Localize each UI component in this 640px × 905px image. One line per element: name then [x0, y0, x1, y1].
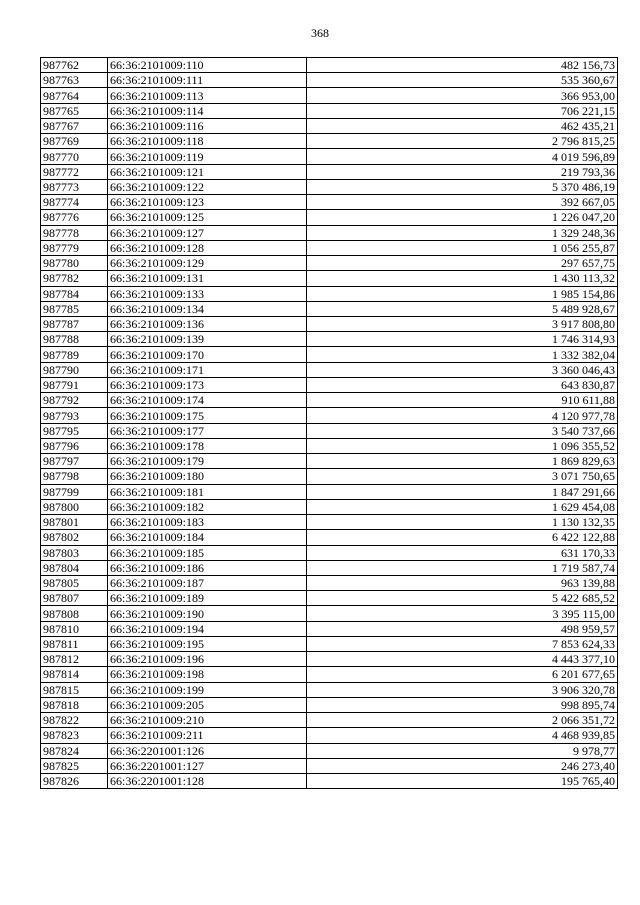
cadastral-number-cell: 66:36:2101009:178 [108, 438, 307, 453]
cadastral-number-cell: 66:36:2101009:114 [108, 103, 307, 118]
cadastral-value-cell: 1 869 829,63 [307, 454, 618, 469]
cadastral-value-cell: 1 332 382,04 [307, 347, 618, 362]
cadastral-number-cell: 66:36:2101009:128 [108, 240, 307, 255]
record-number-cell: 987796 [41, 438, 108, 453]
cadastral-number-cell: 66:36:2101009:181 [108, 484, 307, 499]
table-row [41, 591, 618, 606]
record-number-cell: 987800 [41, 499, 108, 514]
table-body [41, 58, 618, 789]
cadastral-number-cell: 66:36:2101009:113 [108, 88, 307, 103]
cadastral-number-cell: 66:36:2101009:183 [108, 515, 307, 530]
cadastral-value-cell: 7 853 624,33 [307, 636, 618, 651]
cadastral-number-cell: 66:36:2101009:175 [108, 408, 307, 423]
record-number-cell: 987762 [41, 58, 108, 73]
table-row [41, 377, 618, 392]
table-row [41, 530, 618, 545]
record-number-cell: 987788 [41, 332, 108, 347]
record-number-cell: 987823 [41, 728, 108, 743]
cadastral-number-cell: 66:36:2201001:126 [108, 743, 307, 758]
record-number-cell: 987780 [41, 256, 108, 271]
cadastral-value-cell: 643 830,87 [307, 377, 618, 392]
cadastral-value-cell: 4 468 939,85 [307, 728, 618, 743]
table-row [41, 73, 618, 88]
record-number-cell: 987789 [41, 347, 108, 362]
table-row [41, 134, 618, 149]
cadastral-value-cell: 3 071 750,65 [307, 469, 618, 484]
cadastral-number-cell: 66:36:2101009:185 [108, 545, 307, 560]
record-number-cell: 987822 [41, 713, 108, 728]
cadastral-value-cell: 219 793,36 [307, 164, 618, 179]
table-row [41, 499, 618, 514]
cadastral-number-cell: 66:36:2101009:127 [108, 225, 307, 240]
cadastral-number-cell: 66:36:2101009:198 [108, 667, 307, 682]
table-row [41, 164, 618, 179]
cadastral-value-cell: 246 273,40 [307, 758, 618, 773]
cadastral-value-cell: 3 395 115,00 [307, 606, 618, 621]
table-row [41, 636, 618, 651]
cadastral-number-cell: 66:36:2101009:190 [108, 606, 307, 621]
table-row [41, 545, 618, 560]
cadastral-number-cell: 66:36:2101009:134 [108, 301, 307, 316]
record-number-cell: 987810 [41, 621, 108, 636]
cadastral-value-cell: 4 019 596,89 [307, 149, 618, 164]
table-row [41, 149, 618, 164]
cadastral-value-cell: 5 489 928,67 [307, 301, 618, 316]
table-row [41, 256, 618, 271]
record-number-cell: 987776 [41, 210, 108, 225]
record-number-cell: 987770 [41, 149, 108, 164]
cadastral-number-cell: 66:36:2101009:179 [108, 454, 307, 469]
record-number-cell: 987815 [41, 682, 108, 697]
record-number-cell: 987772 [41, 164, 108, 179]
page-number: 368 [311, 26, 329, 40]
cadastral-value-cell: 6 422 122,88 [307, 530, 618, 545]
record-number-cell: 987764 [41, 88, 108, 103]
cadastral-number-cell: 66:36:2201001:127 [108, 758, 307, 773]
cadastral-number-cell: 66:36:2101009:180 [108, 469, 307, 484]
cadastral-value-cell: 4 120 977,78 [307, 408, 618, 423]
record-number-cell: 987802 [41, 530, 108, 545]
record-number-cell: 987825 [41, 758, 108, 773]
cadastral-number-cell: 66:36:2101009:186 [108, 560, 307, 575]
cadastral-number-cell: 66:36:2101009:195 [108, 636, 307, 651]
cadastral-value-cell: 1 226 047,20 [307, 210, 618, 225]
record-number-cell: 987765 [41, 103, 108, 118]
cadastral-value-cell: 366 953,00 [307, 88, 618, 103]
cadastral-value-cell: 9 978,77 [307, 743, 618, 758]
record-number-cell: 987812 [41, 652, 108, 667]
record-number-cell: 987784 [41, 286, 108, 301]
table-row [41, 103, 618, 118]
cadastral-number-cell: 66:36:2101009:184 [108, 530, 307, 545]
cadastral-value-cell: 5 370 486,19 [307, 179, 618, 194]
cadastral-number-cell: 66:36:2101009:123 [108, 195, 307, 210]
cadastral-value-cell: 963 139,88 [307, 575, 618, 590]
table-row [41, 408, 618, 423]
cadastral-number-cell: 66:36:2101009:205 [108, 697, 307, 712]
record-number-cell: 987808 [41, 606, 108, 621]
cadastral-value-cell: 1 746 314,93 [307, 332, 618, 347]
cadastral-value-cell: 462 435,21 [307, 118, 618, 133]
table-row [41, 560, 618, 575]
table-row [41, 362, 618, 377]
cadastral-number-cell: 66:36:2101009:111 [108, 73, 307, 88]
table-row [41, 210, 618, 225]
cadastral-number-cell: 66:36:2101009:121 [108, 164, 307, 179]
cadastral-value-cell: 1 096 355,52 [307, 438, 618, 453]
record-number-cell: 987793 [41, 408, 108, 423]
cadastral-value-cell: 1 430 113,32 [307, 271, 618, 286]
record-number-cell: 987803 [41, 545, 108, 560]
table-row [41, 316, 618, 331]
record-number-cell: 987824 [41, 743, 108, 758]
cadastral-value-cell: 195 765,40 [307, 774, 618, 789]
cadastral-number-cell: 66:36:2101009:177 [108, 423, 307, 438]
cadastral-number-cell: 66:36:2101009:187 [108, 575, 307, 590]
table-row [41, 301, 618, 316]
table-row [41, 682, 618, 697]
cadastral-number-cell: 66:36:2101009:171 [108, 362, 307, 377]
table-row [41, 286, 618, 301]
cadastral-value-cell: 706 221,15 [307, 103, 618, 118]
cadastral-value-cell: 392 667,05 [307, 195, 618, 210]
record-number-cell: 987814 [41, 667, 108, 682]
cadastral-value-cell: 498 959,57 [307, 621, 618, 636]
record-number-cell: 987807 [41, 591, 108, 606]
table-row [41, 454, 618, 469]
table-row [41, 179, 618, 194]
table-row [41, 393, 618, 408]
table-row [41, 575, 618, 590]
cadastral-value-cell: 482 156,73 [307, 58, 618, 73]
cadastral-value-cell: 4 443 377,10 [307, 652, 618, 667]
table-row [41, 743, 618, 758]
table-row [41, 271, 618, 286]
cadastral-value-cell: 3 917 808,80 [307, 316, 618, 331]
table-row [41, 713, 618, 728]
cadastral-number-cell: 66:36:2101009:129 [108, 256, 307, 271]
table-row [41, 606, 618, 621]
cadastral-value-cell: 3 906 320,78 [307, 682, 618, 697]
cadastral-value-cell: 3 540 737,66 [307, 423, 618, 438]
cadastral-value-cell: 1 719 587,74 [307, 560, 618, 575]
cadastral-number-cell: 66:36:2101009:170 [108, 347, 307, 362]
record-number-cell: 987778 [41, 225, 108, 240]
cadastral-value-table [40, 57, 618, 789]
record-number-cell: 987791 [41, 377, 108, 392]
record-number-cell: 987774 [41, 195, 108, 210]
record-number-cell: 987763 [41, 73, 108, 88]
record-number-cell: 987782 [41, 271, 108, 286]
cadastral-number-cell: 66:36:2101009:173 [108, 377, 307, 392]
record-number-cell: 987787 [41, 316, 108, 331]
cadastral-number-cell: 66:36:2101009:199 [108, 682, 307, 697]
table-row [41, 515, 618, 530]
cadastral-value-cell: 1 130 132,35 [307, 515, 618, 530]
table-row [41, 697, 618, 712]
cadastral-value-cell: 1 847 291,66 [307, 484, 618, 499]
record-number-cell: 987779 [41, 240, 108, 255]
table-row [41, 758, 618, 773]
record-number-cell: 987798 [41, 469, 108, 484]
cadastral-value-cell: 297 657,75 [307, 256, 618, 271]
cadastral-value-cell: 1 629 454,08 [307, 499, 618, 514]
table-row [41, 484, 618, 499]
record-number-cell: 987797 [41, 454, 108, 469]
record-number-cell: 987826 [41, 774, 108, 789]
record-number-cell: 987790 [41, 362, 108, 377]
cadastral-number-cell: 66:36:2101009:196 [108, 652, 307, 667]
cadastral-number-cell: 66:36:2101009:133 [108, 286, 307, 301]
record-number-cell: 987773 [41, 179, 108, 194]
record-number-cell: 987795 [41, 423, 108, 438]
cadastral-value-cell: 1 056 255,87 [307, 240, 618, 255]
table-row [41, 118, 618, 133]
cadastral-number-cell: 66:36:2101009:194 [108, 621, 307, 636]
table-row [41, 652, 618, 667]
cadastral-value-cell: 535 360,67 [307, 73, 618, 88]
table-row [41, 240, 618, 255]
record-number-cell: 987805 [41, 575, 108, 590]
cadastral-value-cell: 2 796 815,25 [307, 134, 618, 149]
cadastral-number-cell: 66:36:2101009:131 [108, 271, 307, 286]
record-number-cell: 987792 [41, 393, 108, 408]
table-row [41, 728, 618, 743]
cadastral-number-cell: 66:36:2101009:122 [108, 179, 307, 194]
table-row [41, 332, 618, 347]
cadastral-value-cell: 6 201 677,65 [307, 667, 618, 682]
cadastral-number-cell: 66:36:2101009:210 [108, 713, 307, 728]
cadastral-value-cell: 2 066 351,72 [307, 713, 618, 728]
cadastral-value-cell: 1 985 154,86 [307, 286, 618, 301]
cadastral-number-cell: 66:36:2101009:182 [108, 499, 307, 514]
cadastral-number-cell: 66:36:2101009:139 [108, 332, 307, 347]
table-row [41, 347, 618, 362]
table-row [41, 438, 618, 453]
cadastral-number-cell: 66:36:2101009:110 [108, 58, 307, 73]
cadastral-number-cell: 66:36:2101009:119 [108, 149, 307, 164]
record-number-cell: 987811 [41, 636, 108, 651]
table-row [41, 667, 618, 682]
record-number-cell: 987799 [41, 484, 108, 499]
record-number-cell: 987769 [41, 134, 108, 149]
cadastral-value-cell: 998 895,74 [307, 697, 618, 712]
record-number-cell: 987818 [41, 697, 108, 712]
cadastral-value-cell: 910 611,88 [307, 393, 618, 408]
table-row [41, 423, 618, 438]
cadastral-value-cell: 631 170,33 [307, 545, 618, 560]
table-row [41, 774, 618, 789]
cadastral-number-cell: 66:36:2101009:174 [108, 393, 307, 408]
table-row [41, 225, 618, 240]
record-number-cell: 987785 [41, 301, 108, 316]
cadastral-number-cell: 66:36:2101009:136 [108, 316, 307, 331]
cadastral-value-cell: 5 422 685,52 [307, 591, 618, 606]
cadastral-number-cell: 66:36:2101009:211 [108, 728, 307, 743]
cadastral-number-cell: 66:36:2101009:125 [108, 210, 307, 225]
cadastral-number-cell: 66:36:2101009:116 [108, 118, 307, 133]
record-number-cell: 987804 [41, 560, 108, 575]
cadastral-value-cell: 3 360 046,43 [307, 362, 618, 377]
table-row [41, 621, 618, 636]
cadastral-value-cell: 1 329 248,36 [307, 225, 618, 240]
record-number-cell: 987801 [41, 515, 108, 530]
cadastral-number-cell: 66:36:2101009:189 [108, 591, 307, 606]
table-row [41, 88, 618, 103]
cadastral-number-cell: 66:36:2101009:118 [108, 134, 307, 149]
cadastral-number-cell: 66:36:2201001:128 [108, 774, 307, 789]
table-row [41, 195, 618, 210]
record-number-cell: 987767 [41, 118, 108, 133]
table-row [41, 469, 618, 484]
table-row [41, 58, 618, 73]
